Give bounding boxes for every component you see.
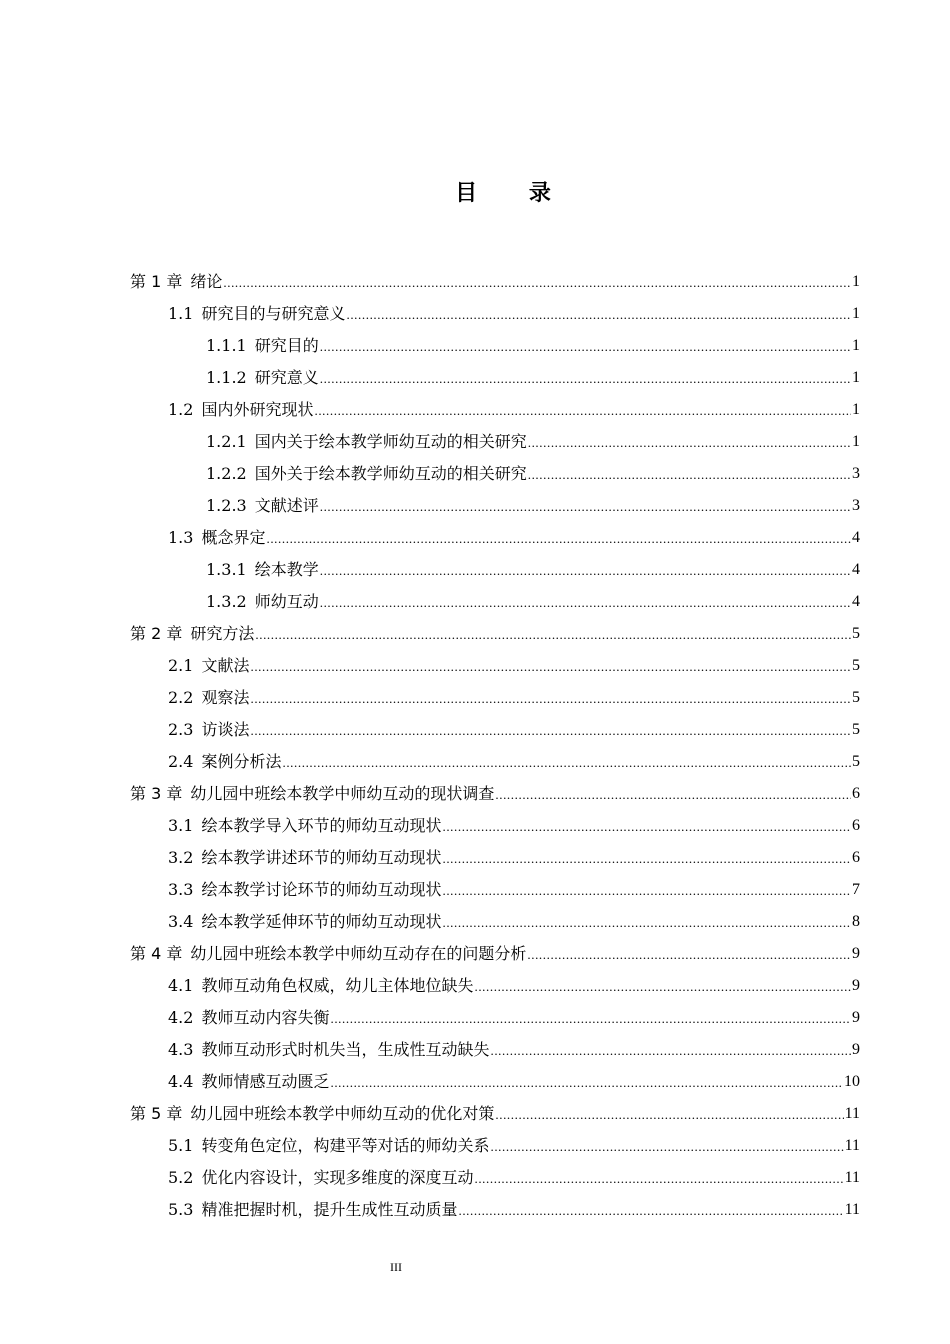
toc-entry-text: 研究目的与研究意义: [201, 304, 346, 323]
toc-entry-text: 访谈法: [201, 720, 250, 739]
dot-leader: [495, 790, 851, 806]
toc-entry[interactable]: [0, 298, 950, 330]
toc-entry-number: 第 4 章: [130, 944, 183, 963]
toc-entry-label: [168, 1002, 329, 1034]
toc-entry[interactable]: [0, 394, 950, 426]
toc-entry-label: [168, 970, 473, 1002]
dot-leader: [314, 406, 851, 422]
toc-entry-label: [168, 522, 265, 554]
toc-entry-page-number: 11: [844, 1105, 860, 1122]
toc-entry-label: [206, 490, 319, 522]
toc-entry-label: [168, 810, 441, 842]
toc-entry-page-number: 4: [852, 593, 860, 610]
toc-entry-page-number: 4: [852, 529, 860, 546]
dot-leader: [474, 1174, 843, 1190]
toc-entry[interactable]: [0, 618, 950, 650]
toc-entry-number: 2.2: [168, 688, 194, 707]
toc-entry-text: 优化内容设计，实现多维度的深度互动: [201, 1168, 474, 1187]
toc-entry-page-number: 6: [852, 817, 860, 834]
toc-entry-text: 教师情感互动匮乏: [201, 1072, 330, 1091]
dot-leader: [266, 534, 851, 550]
toc-entry-number: 4.1: [168, 976, 194, 995]
toc-entry-text: 概念界定: [201, 528, 266, 547]
toc-entry-page-number: 1: [852, 273, 860, 290]
toc-entry-text: 绘本教学延伸环节的师幼互动现状: [201, 912, 442, 931]
toc-entry-text: 精准把握时机，提升生成性互动质量: [201, 1200, 458, 1219]
dot-leader: [320, 502, 851, 518]
toc-entry-label: [206, 362, 319, 394]
toc-entry[interactable]: [0, 1066, 950, 1098]
toc-entry[interactable]: [0, 842, 950, 874]
toc-entry[interactable]: [0, 426, 950, 458]
dot-leader: [474, 982, 851, 998]
toc-entry-label: [130, 778, 494, 810]
dot-leader: [495, 1110, 843, 1126]
toc-entry-number: 5.3: [168, 1200, 194, 1219]
toc-entry[interactable]: [0, 330, 950, 362]
toc-entry[interactable]: [0, 522, 950, 554]
toc-entry-label: [168, 714, 249, 746]
toc-entry-number: 2.1: [168, 656, 194, 675]
toc-entry-text: 教师互动内容失衡: [201, 1008, 330, 1027]
toc-entry-number: 2.4: [168, 752, 194, 771]
toc-entry-label: [168, 298, 345, 330]
toc-entry-label: [168, 1130, 489, 1162]
toc-entry-number: 1.2.2: [206, 464, 247, 483]
dot-leader: [320, 342, 851, 358]
toc-entry[interactable]: [0, 650, 950, 682]
toc-entry-label: [206, 554, 319, 586]
table-of-contents: [0, 266, 950, 1226]
toc-entry-page-number: 9: [852, 977, 860, 994]
toc-entry[interactable]: [0, 938, 950, 970]
toc-entry-page-number: 4: [852, 561, 860, 578]
toc-entry[interactable]: [0, 1098, 950, 1130]
dot-leader: [330, 1078, 843, 1094]
toc-entry-number: 1.3.1: [206, 560, 247, 579]
toc-entry-label: [168, 1066, 329, 1098]
toc-entry-text: 绘本教学: [254, 560, 319, 579]
toc-entry-page-number: 11: [844, 1201, 860, 1218]
toc-entry-text: 绘本教学导入环节的师幼互动现状: [201, 816, 442, 835]
toc-entry-number: 5.1: [168, 1136, 194, 1155]
toc-entry-text: 绪论: [190, 272, 223, 291]
toc-entry-text: 教师互动角色权威，幼儿主体地位缺失: [201, 976, 474, 995]
toc-entry-label: [168, 394, 313, 426]
toc-title: 目 录: [455, 181, 573, 206]
dot-leader: [250, 694, 851, 710]
toc-entry[interactable]: [0, 458, 950, 490]
toc-entry-number: 第 2 章: [130, 624, 183, 643]
dot-leader: [528, 438, 851, 454]
toc-entry-number: 2.3: [168, 720, 194, 739]
toc-entry-page-number: 9: [852, 945, 860, 962]
toc-entry-number: 5.2: [168, 1168, 194, 1187]
toc-entry-number: 3.1: [168, 816, 194, 835]
toc-entry-label: [206, 426, 527, 458]
toc-entry-page-number: 1: [852, 433, 860, 450]
dot-leader: [255, 630, 851, 646]
toc-entry-text: 幼儿园中班绘本教学中师幼互动存在的问题分析: [190, 944, 527, 963]
toc-entry-number: 1.1.1: [206, 336, 247, 355]
dot-leader: [442, 886, 851, 902]
toc-entry-text: 绘本教学讲述环节的师幼互动现状: [201, 848, 442, 867]
toc-entry-page-number: 5: [852, 753, 860, 770]
dot-leader: [320, 566, 851, 582]
dot-leader: [527, 950, 851, 966]
toc-entry-number: 1.3: [168, 528, 194, 547]
dot-leader: [250, 662, 851, 678]
toc-entry[interactable]: [0, 874, 950, 906]
toc-entry-page-number: 11: [844, 1169, 860, 1186]
toc-entry-label: [130, 618, 254, 650]
dot-leader: [528, 470, 851, 486]
toc-entry-number: 1.2.1: [206, 432, 247, 451]
dot-leader: [320, 598, 851, 614]
dot-leader: [490, 1046, 851, 1062]
toc-entry-page-number: 10: [844, 1073, 860, 1090]
dot-leader: [490, 1142, 843, 1158]
toc-entry[interactable]: [0, 554, 950, 586]
dot-leader: [250, 726, 851, 742]
toc-entry-number: 1.2: [168, 400, 194, 419]
toc-entry-text: 研究意义: [254, 368, 319, 387]
toc-entry[interactable]: [0, 490, 950, 522]
toc-entry-label: [206, 458, 527, 490]
toc-entry[interactable]: [0, 778, 950, 810]
toc-entry[interactable]: [0, 1194, 950, 1226]
toc-entry[interactable]: [0, 714, 950, 746]
toc-entry-text: 文献法: [201, 656, 250, 675]
toc-entry-number: 3.3: [168, 880, 194, 899]
toc-entry-page-number: 3: [852, 465, 860, 482]
toc-entry-label: [168, 1194, 457, 1226]
toc-entry-page-number: 8: [852, 913, 860, 930]
toc-entry-page-number: 7: [852, 881, 860, 898]
toc-entry-page-number: 1: [852, 337, 860, 354]
toc-entry-label: [168, 874, 441, 906]
toc-entry-page-number: 5: [852, 721, 860, 738]
toc-entry-text: 国外关于绘本教学师幼互动的相关研究: [254, 464, 527, 483]
toc-entry-label: [206, 330, 319, 362]
toc-entry-page-number: 5: [852, 657, 860, 674]
dot-leader: [346, 310, 851, 326]
toc-entry-label: [168, 682, 249, 714]
toc-entry-number: 1.3.2: [206, 592, 247, 611]
toc-entry-page-number: 6: [852, 849, 860, 866]
toc-entry-label: [168, 906, 441, 938]
toc-entry-number: 1.1: [168, 304, 194, 323]
toc-entry-page-number: 9: [852, 1041, 860, 1058]
toc-entry-label: [130, 1098, 494, 1130]
toc-entry-text: 幼儿园中班绘本教学中师幼互动的优化对策: [190, 1104, 495, 1123]
toc-entry-text: 国内外研究现状: [201, 400, 314, 419]
toc-entry-label: [168, 1162, 473, 1194]
toc-entry-page-number: 5: [852, 625, 860, 642]
toc-entry-page-number: 5: [852, 689, 860, 706]
toc-entry-text: 研究目的: [254, 336, 319, 355]
toc-entry-text: 幼儿园中班绘本教学中师幼互动的现状调查: [190, 784, 495, 803]
dot-leader: [330, 1014, 851, 1030]
toc-entry-page-number: 6: [852, 785, 860, 802]
toc-entry[interactable]: [0, 1034, 950, 1066]
toc-entry[interactable]: [0, 1002, 950, 1034]
toc-entry-label: [168, 1034, 489, 1066]
toc-entry-label: [130, 266, 222, 298]
toc-entry-text: 国内关于绘本教学师幼互动的相关研究: [254, 432, 527, 451]
toc-entry-page-number: 3: [852, 497, 860, 514]
dot-leader: [223, 278, 851, 294]
toc-entry-number: 3.2: [168, 848, 194, 867]
toc-entry-label: [168, 650, 249, 682]
toc-entry-text: 师幼互动: [254, 592, 319, 611]
toc-entry[interactable]: [0, 266, 950, 298]
toc-entry-label: [168, 746, 281, 778]
toc-entry-text: 绘本教学讨论环节的师幼互动现状: [201, 880, 442, 899]
toc-entry-label: [130, 938, 526, 970]
toc-entry-text: 案例分析法: [201, 752, 282, 771]
toc-entry-number: 1.2.3: [206, 496, 247, 515]
toc-entry-number: 第 1 章: [130, 272, 183, 291]
dot-leader: [442, 918, 851, 934]
toc-entry-number: 4.3: [168, 1040, 194, 1059]
toc-entry-page-number: 1: [852, 369, 860, 386]
toc-entry-number: 4.4: [168, 1072, 194, 1091]
toc-entry-number: 4.2: [168, 1008, 194, 1027]
toc-entry-text: 研究方法: [190, 624, 255, 643]
toc-entry-text: 教师互动形式时机失当，生成性互动缺失: [201, 1040, 490, 1059]
toc-entry[interactable]: [0, 1162, 950, 1194]
page-number-footer: III: [390, 1260, 402, 1274]
toc-entry-label: [168, 842, 441, 874]
dot-leader: [442, 822, 851, 838]
toc-entry-number: 第 3 章: [130, 784, 183, 803]
toc-entry[interactable]: [0, 1130, 950, 1162]
dot-leader: [442, 854, 851, 870]
dot-leader: [282, 758, 851, 774]
toc-entry-page-number: 11: [844, 1137, 860, 1154]
toc-entry-page-number: 1: [852, 401, 860, 418]
toc-entry-text: 转变角色定位，构建平等对话的师幼关系: [201, 1136, 490, 1155]
dot-leader: [320, 374, 851, 390]
toc-entry[interactable]: [0, 906, 950, 938]
toc-entry[interactable]: [0, 810, 950, 842]
dot-leader: [458, 1206, 843, 1222]
toc-entry-text: 文献述评: [254, 496, 319, 515]
toc-entry-number: 第 5 章: [130, 1104, 183, 1123]
toc-entry-page-number: 9: [852, 1009, 860, 1026]
toc-entry[interactable]: [0, 970, 950, 1002]
toc-entry[interactable]: [0, 362, 950, 394]
toc-entry-page-number: 1: [852, 305, 860, 322]
toc-entry[interactable]: [0, 586, 950, 618]
toc-entry-number: 3.4: [168, 912, 194, 931]
toc-entry[interactable]: [0, 746, 950, 778]
toc-entry-text: 观察法: [201, 688, 250, 707]
toc-entry-label: [206, 586, 319, 618]
toc-entry-number: 1.1.2: [206, 368, 247, 387]
toc-entry[interactable]: [0, 682, 950, 714]
